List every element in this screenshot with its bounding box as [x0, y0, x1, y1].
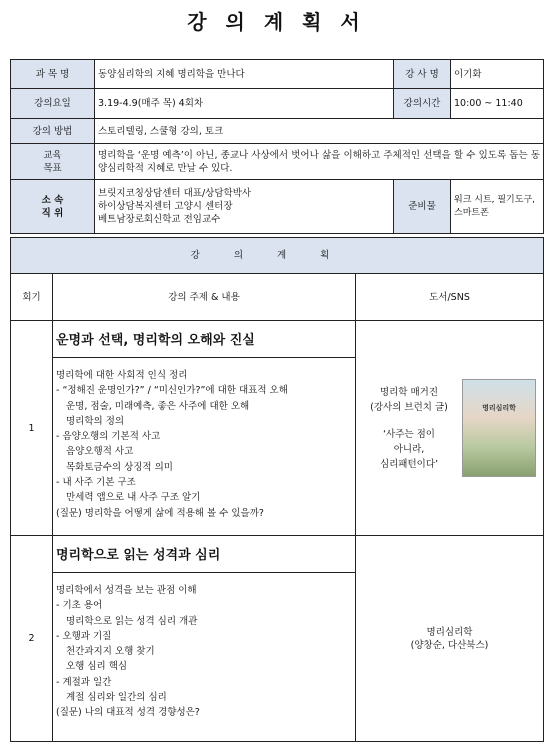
session-line: 계절 심리와 일간의 심리	[66, 692, 167, 704]
session-number: 1	[11, 321, 53, 536]
session-line: - 기초 용어	[56, 600, 103, 612]
instructor-name: 이기화	[451, 60, 544, 89]
session-line: - 내 사주 기본 구조	[56, 477, 136, 489]
resource-line: 명리심리학	[426, 626, 473, 638]
session-line: 목화토금수의 상징적 의미	[66, 461, 173, 473]
day-value: 3.19-4.9(매주 목) 4회차	[95, 89, 394, 119]
session-content	[53, 321, 356, 536]
goal-label-line1: 교육	[43, 149, 62, 161]
session-row	[11, 321, 544, 536]
goal-label	[11, 144, 95, 180]
resource-line: 아니라,	[393, 443, 425, 455]
session-line: 천간과지지 오행 찾기	[66, 646, 155, 658]
session-title: 운명과 선택, 명리학의 오해와 진실	[53, 321, 355, 358]
session-line: 명리학에서 성격을 보는 관점 이해	[56, 585, 197, 596]
col-header-round: 회기	[11, 274, 53, 321]
session-line: - 오행과 기질	[56, 630, 112, 642]
session-number: 2	[11, 536, 53, 742]
book-cover-title: 명리심리학	[482, 404, 516, 412]
document-title: 강 의 계 획 서	[187, 10, 366, 34]
affil-line: 베트남장로회신학교 전임교수	[98, 214, 221, 225]
method-value: 스토리텔링, 스쿨형 강의, 토크	[95, 119, 544, 144]
session-lines	[53, 358, 355, 521]
session-line: 운명, 점술, 미래예측, 좋은 사주에 대한 오해	[66, 400, 250, 412]
book-cover-image	[459, 379, 539, 477]
goal-label-line2: 목표	[43, 162, 62, 174]
affil-line: 브릿지코칭상담센터 대표/상담학박사	[98, 188, 252, 199]
session-row	[11, 536, 544, 742]
affil-label-line2: 직 위	[41, 207, 64, 219]
session-resource	[356, 321, 544, 536]
plan-table	[10, 237, 544, 742]
session-title: 명리학으로 읽는 성격과 심리	[53, 536, 355, 573]
session-resource	[356, 536, 544, 742]
session-line: 명리학에 대한 사회적 인식 정리	[56, 370, 188, 381]
session-line: 오행 심리 핵심	[66, 661, 128, 673]
affil-line: 하이상담복지센터 고양시 센터장	[98, 201, 233, 212]
session-line: - “정해진 운명인가?” / “미신인가?”에 대한 대표적 오해	[56, 385, 288, 397]
session-line: (질문) 명리학을 어떻게 삶에 적용해 볼 수 있을까?	[56, 507, 264, 519]
time-value: 10:00 ~ 11:40	[451, 89, 544, 119]
affil-value	[95, 180, 394, 234]
resource-line: (강사의 브런치 글)	[370, 401, 448, 413]
resource-line	[359, 415, 459, 427]
prep-label: 준비물	[394, 180, 451, 234]
book-cover	[462, 379, 536, 477]
method-label: 강의 방법	[11, 119, 95, 144]
session-content	[53, 536, 356, 742]
resource-line: ‘사주는 점이	[383, 428, 435, 440]
session-line: 만세력 앱으로 내 사주 구조 알기	[66, 492, 201, 504]
col-header-books: 도서/SNS	[356, 274, 544, 321]
session-line: 명리학의 정의	[66, 415, 125, 427]
affil-label-line1: 소 속	[41, 194, 64, 206]
course-name: 동양심리학의 지혜 명리학을 만나다	[95, 60, 394, 89]
plan-band-header: 강의계획	[11, 238, 544, 274]
session-lines	[53, 573, 355, 721]
info-table	[10, 59, 544, 234]
resource-line: 명리학 매거진	[379, 386, 439, 398]
time-label: 강의시간	[394, 89, 451, 119]
course-label: 과 목 명	[11, 60, 95, 89]
col-header-topic: 강의 주제 & 내용	[53, 274, 356, 321]
session-line: (질문) 나의 대표적 성격 경향성은?	[56, 707, 200, 719]
resource-line: (양창순, 다산북스)	[410, 639, 489, 651]
resource-line: 심리패턴이다’	[379, 458, 439, 470]
session-line: 음양오행적 사고	[66, 446, 134, 458]
session-line: - 음양오행의 기본적 사고	[56, 431, 161, 443]
goal-value: 명리학을 ‘운명 예측’이 아닌, 종교나 사상에서 벗어나 삶을 이해하고 주체적인 선택을 할 수 있도록 돕는 동양심리학적 지혜로 만날 수 있다.	[95, 144, 544, 180]
prep-value: 워크 시트, 필기도구, 스마트폰	[451, 180, 544, 234]
day-label: 강의요일	[11, 89, 95, 119]
resource-text	[359, 385, 459, 472]
instructor-label: 강 사 명	[394, 60, 451, 89]
session-line: - 계절과 일간	[56, 676, 112, 688]
session-line: 명리학으로 읽는 성격 심리 개관	[66, 615, 198, 627]
affil-label	[11, 180, 95, 234]
